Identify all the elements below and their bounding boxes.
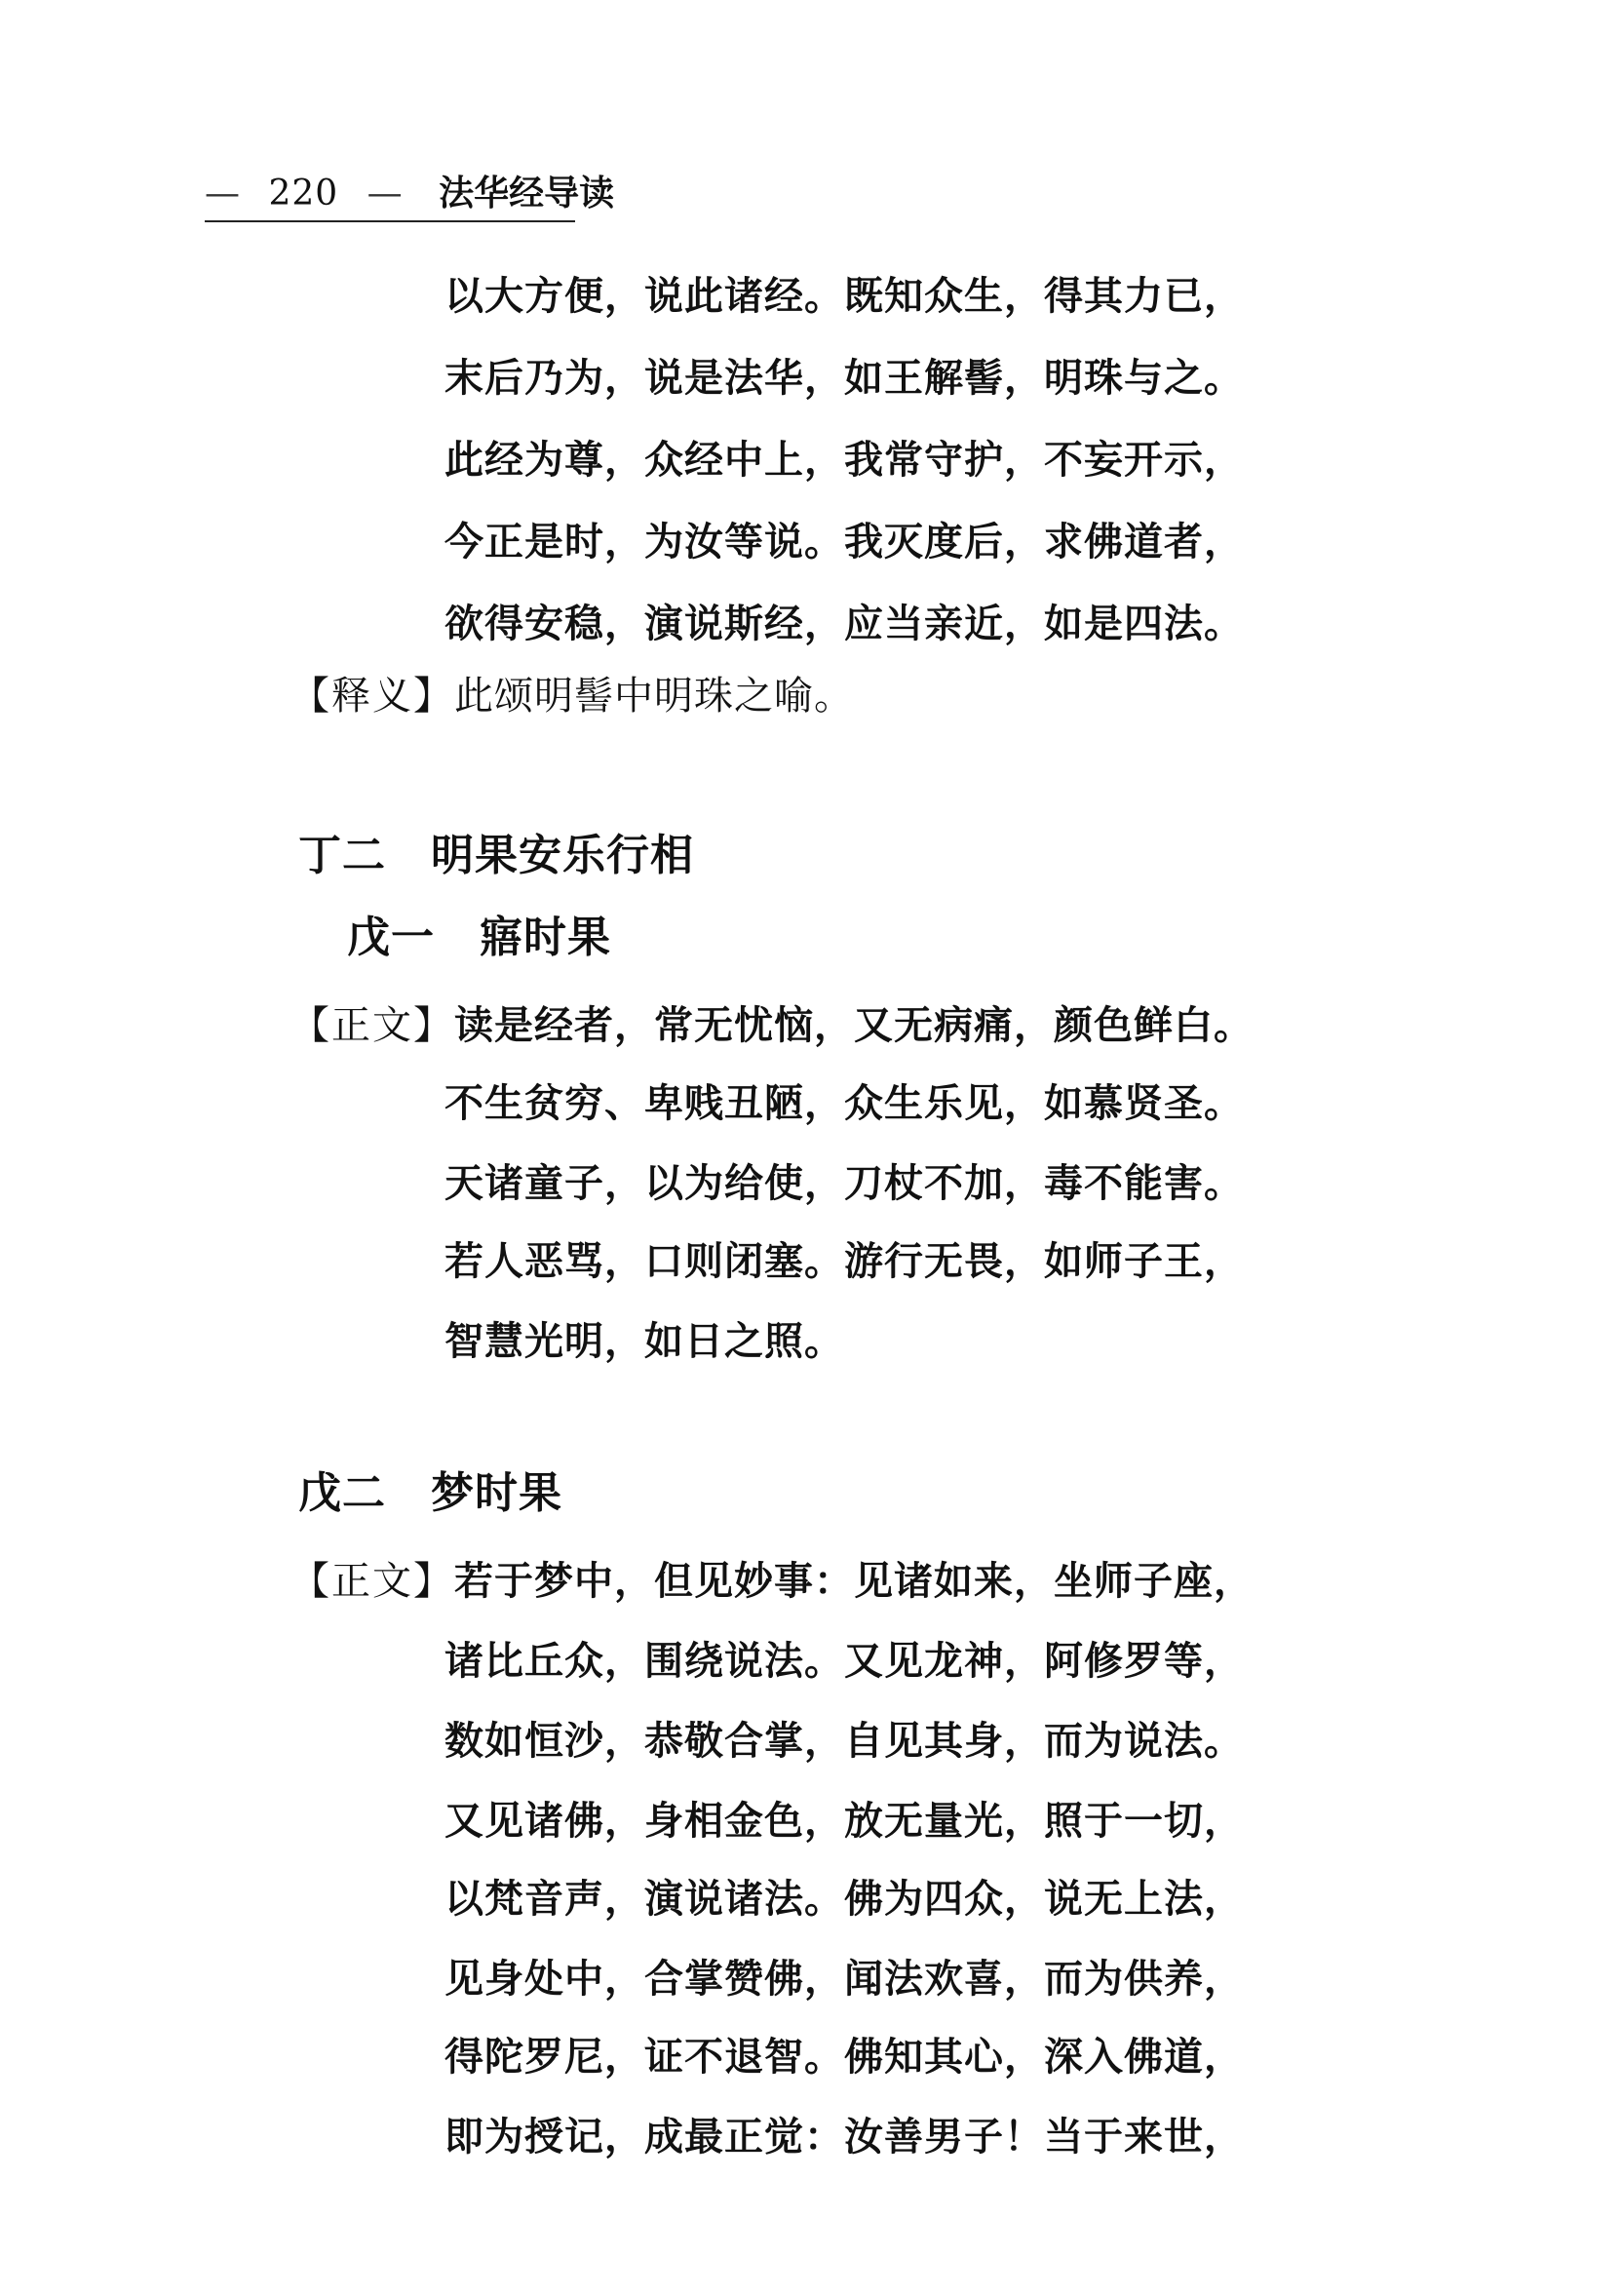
verse-line: 以大方便，说此诸经。既知众生，得其力已， [444, 274, 1244, 319]
section-title: 明果安乐行相 [431, 831, 694, 880]
verse-line: 诸比丘众，围绕说法。又见龙神，阿修罗等， [444, 1639, 1244, 1684]
verse-line: 不生贫穷、卑贱丑陋，众生乐见，如慕贤圣。 [444, 1081, 1244, 1126]
verse-line: 末后乃为，说是法华，如王解髻，明珠与之。 [444, 356, 1244, 401]
annotation-text: 此颂明髻中明珠之喻。 [454, 674, 854, 719]
verse-line: 智慧光明，如日之照。 [444, 1319, 844, 1364]
header-dash-left: — [205, 174, 240, 214]
annotation-tag: 【释义】 [290, 674, 454, 719]
section-heading-wu1 [347, 911, 611, 965]
verse-line: 即为授记，成最正觉：汝善男子！当于来世， [444, 2115, 1244, 2160]
header-dash-right: — [367, 174, 403, 214]
main-text-line [290, 1000, 1254, 1051]
main-text-tag: 【正文】 [290, 1003, 454, 1048]
verse-line: 数如恒沙，恭敬合掌，自见其身，而为说法。 [444, 1719, 1244, 1764]
verse-line: 欲得安稳，演说斯经，应当亲近，如是四法。 [444, 602, 1244, 646]
verse-line: 若人恶骂，口则闭塞。游行无畏，如师子王， [444, 1239, 1244, 1284]
verse-line: 此经为尊，众经中上，我常守护，不妄开示， [444, 438, 1244, 483]
section-title: 梦时果 [431, 1468, 562, 1518]
verse-line: 又见诸佛，身相金色，放无量光，照于一切， [444, 1799, 1244, 1844]
section-label: 丁二 [298, 831, 386, 880]
verse-line: 今正是时，为汝等说。我灭度后，求佛道者， [444, 520, 1244, 564]
main-text: 若于梦中，但见妙事：见诸如来，坐师子座， [454, 1559, 1254, 1604]
section-label: 戊一 [347, 913, 435, 962]
verse-line: 以梵音声，演说诸法。佛为四众，说无上法， [444, 1877, 1244, 1922]
main-text: 读是经者，常无忧恼，又无病痛，颜色鲜白。 [454, 1003, 1254, 1048]
main-text-tag: 【正文】 [290, 1559, 454, 1604]
annotation-line [290, 671, 854, 721]
section-heading-wu2 [298, 1466, 562, 1521]
verse-line: 得陀罗尼，证不退智。佛知其心，深入佛道， [444, 2035, 1244, 2080]
section-heading-ding2 [298, 829, 694, 883]
main-text-line [290, 1556, 1254, 1607]
section-title: 寤时果 [480, 913, 611, 962]
verse-line: 见身处中，合掌赞佛，闻法欢喜，而为供养， [444, 1957, 1244, 2002]
book-title: 法华经导读 [439, 173, 615, 214]
running-header [205, 166, 615, 222]
section-label: 戊二 [298, 1468, 386, 1518]
verse-line: 天诸童子，以为给使，刀杖不加，毒不能害。 [444, 1161, 1244, 1206]
page-number: 220 [268, 174, 339, 214]
